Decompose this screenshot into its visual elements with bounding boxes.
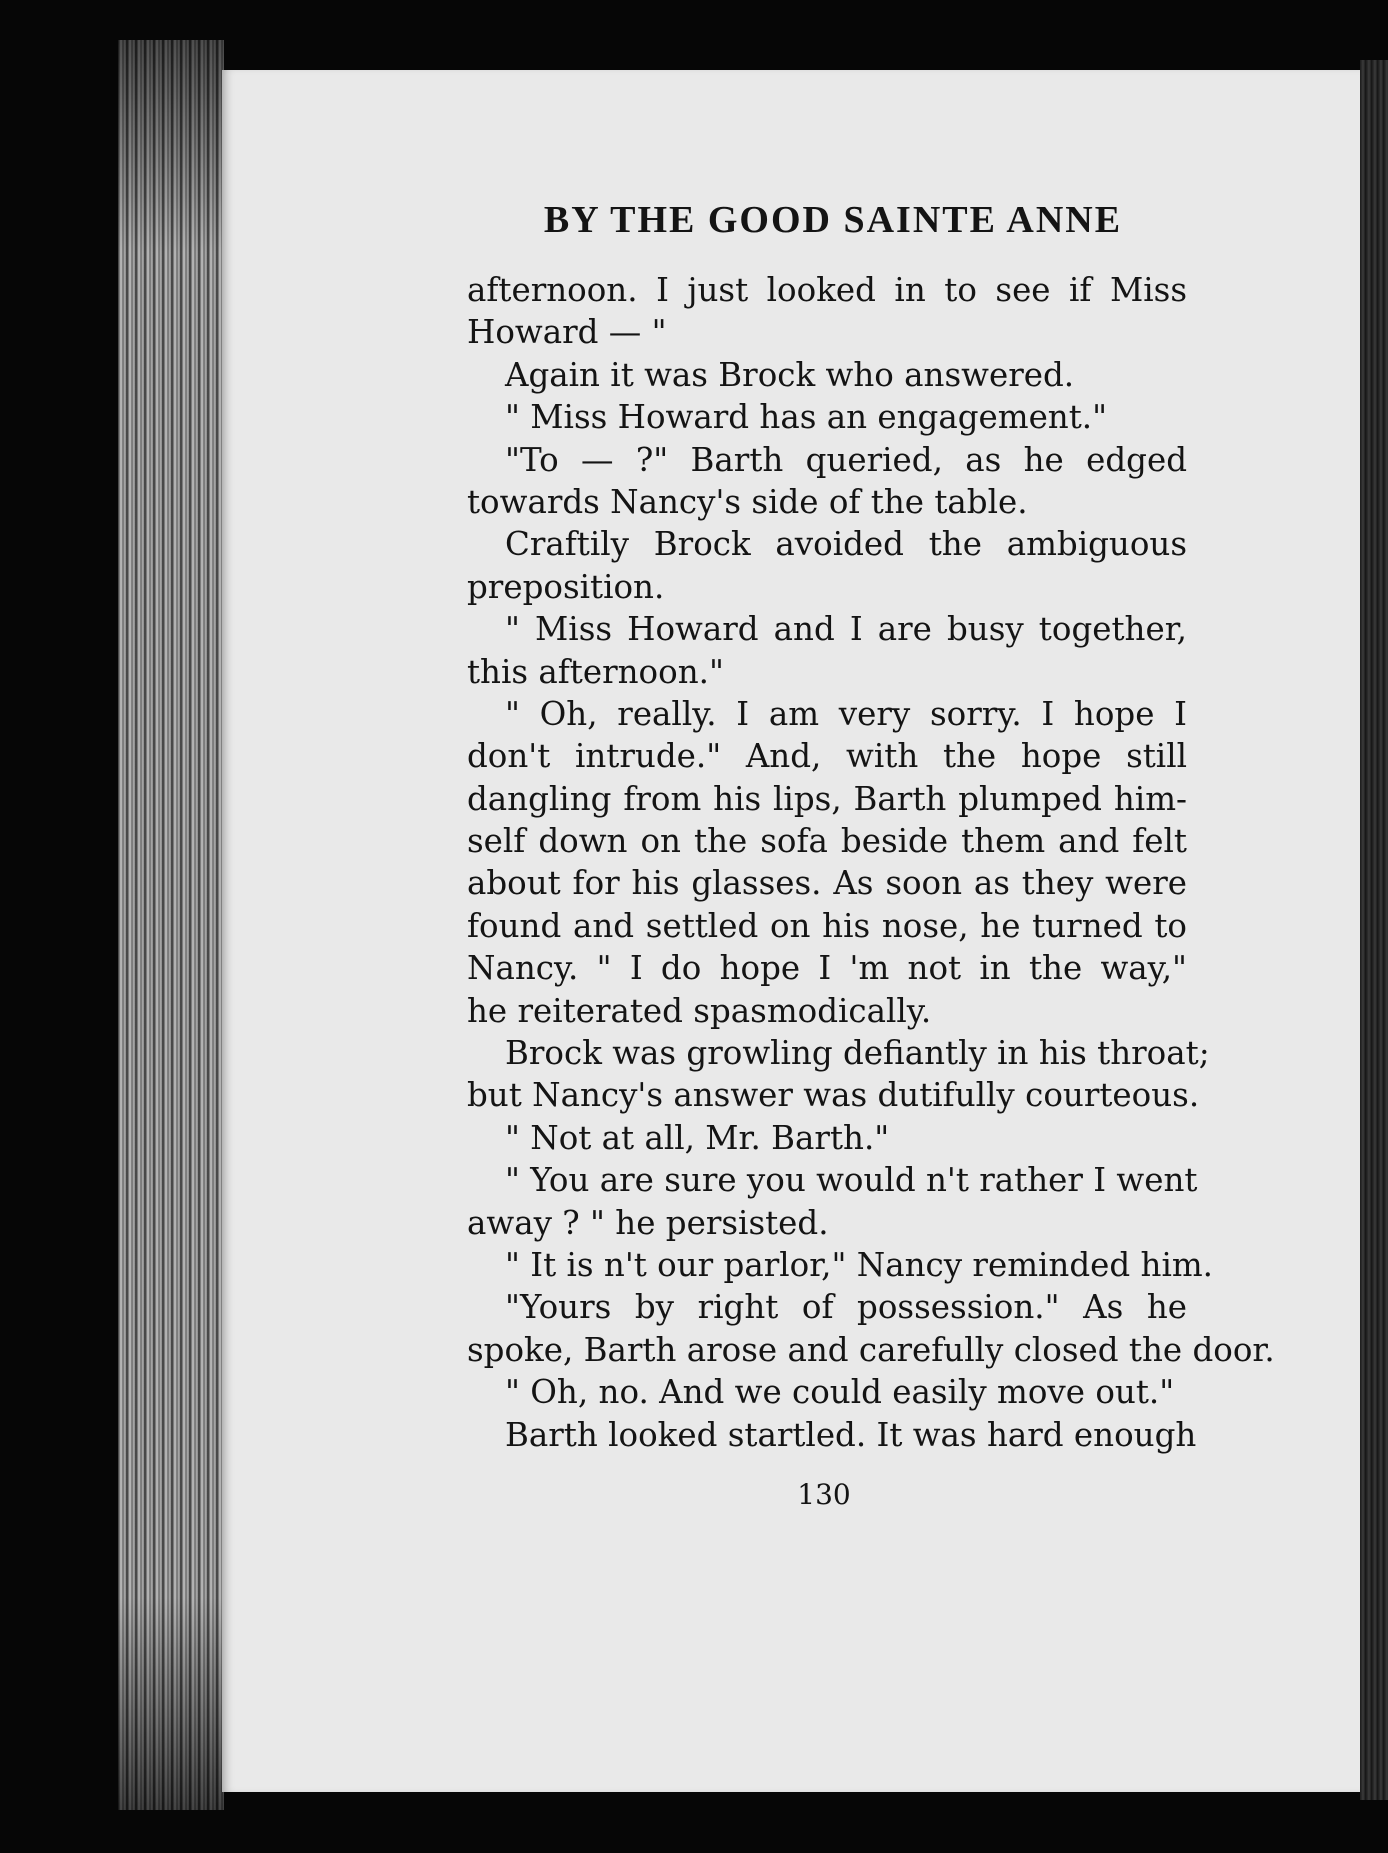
text-line: found and settled on his nose, he turned to [467,906,1187,945]
text-line: "To — ?" Barth queried, as he edged [505,440,1187,479]
text-line: dangling from his lips, Barth plumped him- [467,779,1187,818]
text-line: " You are sure you would n't rather I went [505,1161,1198,1200]
text-line: spoke, Barth arose and carefully closed the door. [467,1330,1275,1369]
body-text [467,269,1275,1456]
text-line: self down on the sofa beside them and felt [467,822,1187,861]
text-line: away ? " he persisted. [467,1203,829,1242]
text-line: " Not at all, Mr. Barth." [505,1118,890,1157]
page-edges [118,40,224,1810]
text-line: Craftily Brock avoided the ambiguous [505,525,1187,564]
text-line: "Yours by right of possession." As he [505,1288,1187,1327]
text-line: Brock was growling defiantly in his throat; [505,1034,1210,1073]
text-line: preposition. [467,567,665,606]
text-line: towards Nancy's side of the table. [467,482,1028,521]
text-line: this afternoon." [467,652,724,691]
text-line: Nancy. " I do hope I 'm not in the way," [467,949,1187,988]
text-line: about for his glasses. As soon as they were [467,864,1187,903]
page-number: 130 [797,1478,851,1511]
text-line: he reiterated spasmodically. [467,991,932,1030]
text-line: " It is n't our parlor," Nancy reminded him. [505,1245,1213,1284]
text-line: afternoon. I just looked in to see if Miss [467,271,1187,309]
text-line: Again it was Brock who answered. [505,355,1075,394]
text-line: " Oh, no. And we could easily move out." [505,1373,1175,1412]
text-line: " Miss Howard and I are busy together, [505,610,1187,649]
text-line: " Oh, really. I am very sorry. I hope I [505,694,1187,733]
text-line: but Nancy's answer was dutifully courteous. [467,1076,1200,1115]
running-head: BY THE GOOD SAINTE ANNE [543,199,1123,241]
text-line: Howard — " [467,313,667,352]
text-line: don't intrude." And, with the hope still [467,737,1187,776]
text-line: " Miss Howard has an engagement." [505,398,1108,437]
text-line: Barth looked startled. It was hard enough [505,1415,1197,1454]
right-page-edge [1360,60,1388,1800]
